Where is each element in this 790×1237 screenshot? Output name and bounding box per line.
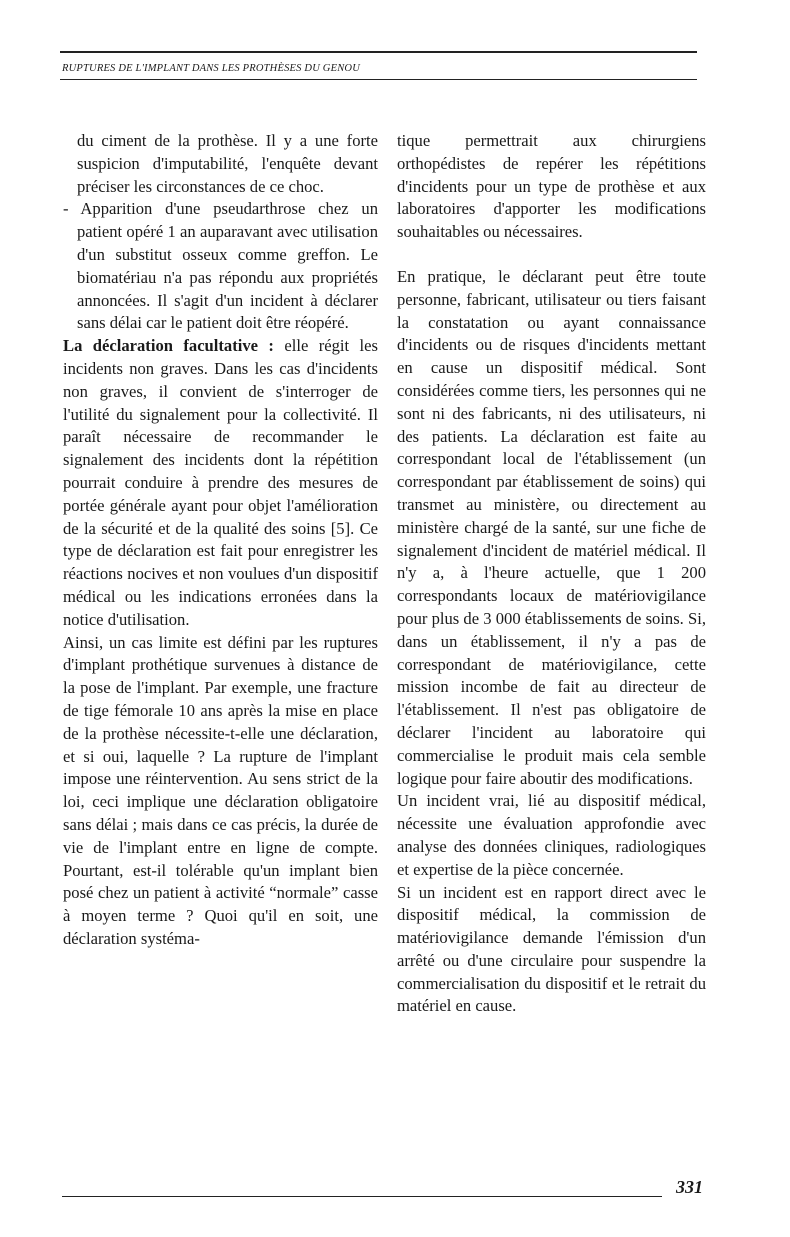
- list-item: - Apparition d'une pseudarthrose chez un patient opéré 1 an auparavant avec utilisation d'un substitut osseux comme greffon. Le biomatériau n'a pas répondu aux propriétés annoncées. Il s'agit d'un incident à déclarer sans délai car le patient doit être réopéré.: [63, 199, 378, 333]
- section-heading: La déclaration facultative :: [63, 336, 274, 356]
- footer-rule: [62, 1196, 662, 1197]
- paragraph: Un incident vrai, lié au dispositif médical, nécessite une évaluation approfondie avec analyse des données cliniques, radiologiques et expertise de la pièce concernée.: [397, 791, 706, 879]
- header-rule-bottom: [60, 79, 697, 80]
- paragraph: En pratique, le déclarant peut être toute personne, fabricant, utilisateur ou tiers faisant la constatation ou ayant connaissance d'incidents ou de risques d'incidents mettant en cause un dispositif médical. Sont considérées comme tiers, les personnes qui ne sont ni des fabricants, ni des utilisateurs, ni des patients. La déclaration est faite au correspondant local de l'établissement (un correspondant par établissement de soins) qui transmet au ministère, ou directement au ministère chargé de la santé, sur une fiche de signalement d'incident de matériel médical. Il n'y a, à l'heure actuelle, que 1 200 correspondants locaux de matériovigilance pour plus de 3 000 établissements de soins. Si, dans un établissement, il n'y a pas de correspondant de matériovigilance, cette mission incombe de fait au directeur de l'établissement. Il n'est pas obligatoire de déclarer l'incident au laboratoire qui commercialise le produit mais cela semble logique pour faire aboutir des modifications.: [397, 266, 706, 788]
- paragraph: Si un incident est en rapport direct avec le dispositif médical, la commission de matériovigilance demande l'émission d'un arrêté ou d'une circulaire pour suspendre la commercialisation du dispositif et le retrait du matériel en cause.: [397, 882, 706, 1016]
- paragraph: tique permettrait aux chirurgiens orthopédistes de repérer les répétitions d'incidents pour un type de prothèse et aux laboratoires d'apporter les modifications souhaitables ou nécessaires.: [397, 131, 706, 242]
- paragraph-text: elle régit les incidents non graves. Dans les cas d'incidents non graves, il convient de s'interroger de l'utilité du signalement pour la collectivité. Il paraît nécessaire de recommander le signalement des incidents dont la répétition pourrait conduire à prendre des mesures de portée générale ayant pour objet l'amélioration de la sécurité et de la qualité des soins [5]. Ce type de déclaration est fait pour enregistrer les réactions nocives et non voulues d'un dispositif médical ou les indications erronées dans la notice d'utilisation.: [63, 336, 378, 629]
- page-number: 331: [676, 1177, 703, 1197]
- paragraph: du ciment de la prothèse. Il y a une forte suspicion d'imputabilité, l'enquête devant préciser les circonstances de ce choc.: [77, 131, 378, 196]
- paragraph: Ainsi, un cas limite est défini par les ruptures d'implant prothétique survenues à distance de la pose de l'implant. Par exemple, une fracture de tige fémorale 10 ans après la mise en place de la prothèse nécessite-t-elle une déclaration, et si oui, laquelle ? La rupture de l'implant impose une réintervention. Au sens strict de la loi, ceci implique une déclaration obligatoire sans délai ; mais dans ce cas précis, la durée de vie de l'implant entre en ligne de compte. Pourtant, est-il tolérable qu'un implant bien posé chez un patient à activité “normale” casse à moyen terme ? Quoi qu'il en soit, une déclaration systéma-: [63, 632, 378, 948]
- left-column: [63, 130, 378, 951]
- running-header: RUPTURES DE L'IMPLANT DANS LES PROTHÈSES DU GENOU: [62, 63, 360, 74]
- header-rule-top: [60, 51, 697, 53]
- right-column: [397, 130, 706, 1018]
- paragraph: [63, 335, 378, 631]
